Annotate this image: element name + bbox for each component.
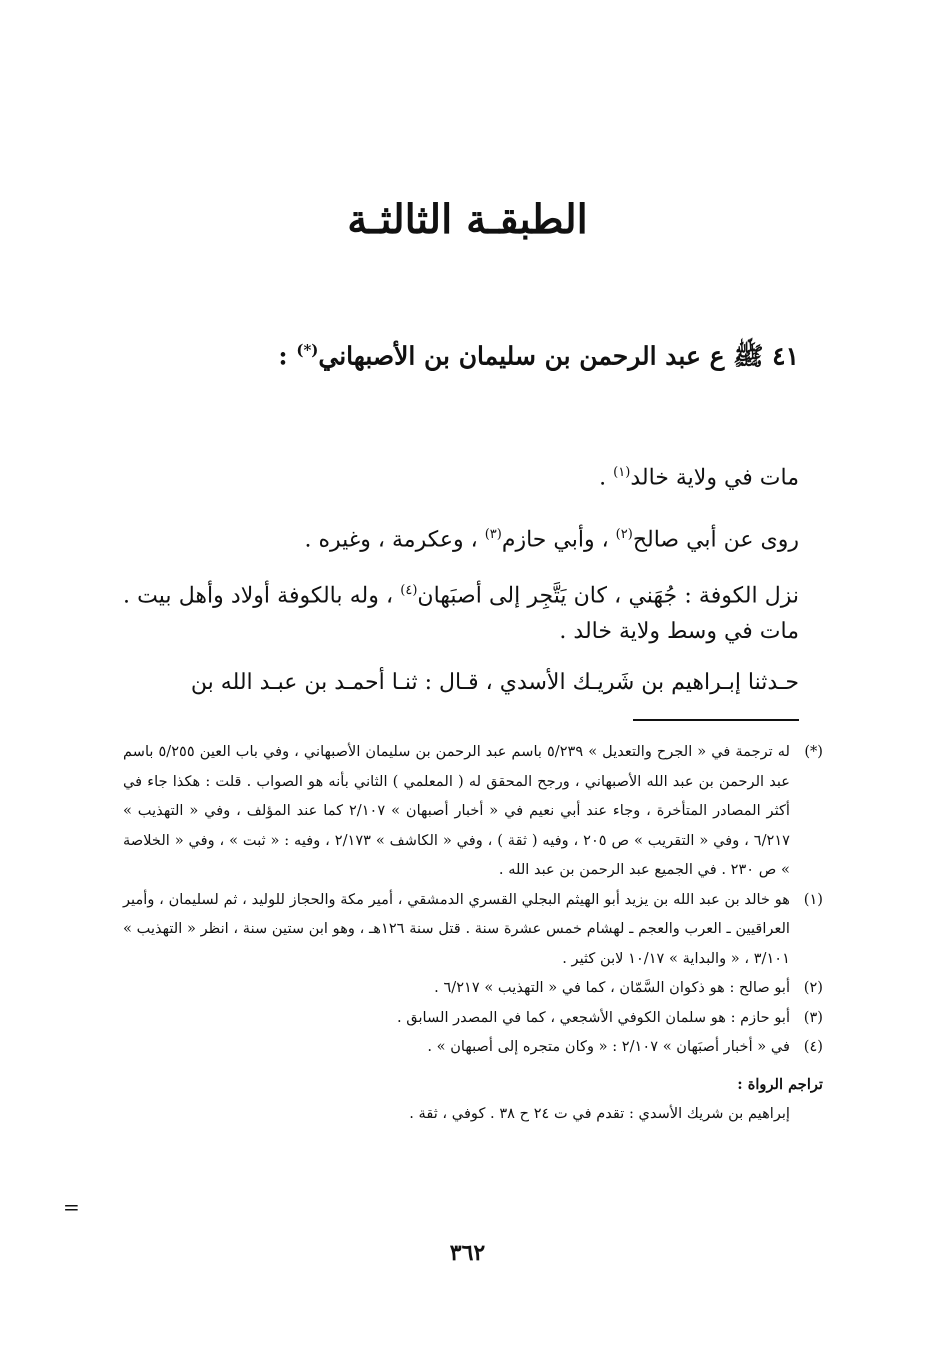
paragraph-text: مات في ولاية خالد [630, 465, 799, 491]
body-paragraph-1 [123, 455, 799, 496]
footnote-star [123, 737, 823, 885]
footnote-mark: (١) [803, 890, 823, 908]
footnote-text: أبو صالح : هو ذكوان السَّمّان ، كما في « التهذيب » ٦/٢١٧ . [434, 979, 790, 996]
page-number: ٣٦٢ [449, 1240, 486, 1266]
footnote-text: له ترجمة في « الجرح والتعديل » ٥/٢٣٩ باسم عبد الرحمن بن سليمان الأصبهاني ، وفي باب العين ٥/٢٥٥ باسم عبد الرحمن بن عبد الله الأصبهاني ، ورجح المحقق له ( المعلمي ) الثاني بأنه هو الصواب . قلت : هكذا جاء في أكثر المصادر المتأخرة ، وجاء عند أبي نعيم في « أخبار أصبهان » ٢/١٠٧ كما عند المؤلف ، وفي « التهذيب » ٦/٢١٧ ، وفي « التقريب » ص ٢٠٥ ، وفيه ( ثقة ) ، وفي « الكاشف » ٢/١٧٣ ، وفيه : « ثبت » ، وفي « الخلاصة » ص ٢٣٠ . في الجميع عبد الرحمن بن عبد الله . [123, 743, 791, 878]
paragraph-text: ، وعكرمة ، وغيره . [304, 527, 485, 553]
footnote-mark: (٢) [803, 979, 823, 996]
footnote-4 [123, 1032, 823, 1062]
body-paragraph-3 [123, 573, 799, 650]
narrator-entry: إبراهيم بن شريك الأسدي : تقدم في ت ٢٤ ح ٣٨ . كوفي ، ثقة . [409, 1105, 790, 1122]
footnote-separator [633, 719, 799, 721]
body-paragraph-2 [123, 517, 799, 558]
entry-name: ع عبد الرحمن بن سليمان بن الأصبهاني [318, 341, 725, 371]
narrators-heading: تراجم الرواة : [737, 1075, 823, 1093]
footnote-2 [123, 973, 823, 1003]
paragraph-text: ، وله بالكوفة أولاد وأهل بيت . مات في وسط ولاية خالد . [123, 583, 799, 645]
entry-number: ٤١ [772, 341, 799, 371]
entry-heading [150, 330, 799, 376]
footnote-mark: (٣) [803, 1008, 823, 1026]
footnote-text: أبو حازم : هو سلمان الكوفي الأشجعي ، كما في المصدر السابق . [397, 1008, 790, 1026]
narrators-section [123, 1070, 823, 1129]
footnote-ref-4: (٤) [400, 583, 418, 598]
entry-suffix: : [278, 341, 297, 371]
paragraph-text: ، وأبي حازم [501, 527, 616, 553]
chapter-title: الطبقـة الثالثـة [347, 196, 588, 243]
entry-footnote-ref: (*) [296, 341, 319, 359]
footnote-text: في « أخبار أصبَهان » ٢/١٠٧ : « وكان متجره إلى أصبهان » . [427, 1038, 790, 1055]
footnote-ref-3: (٣) [484, 527, 502, 542]
footnote-1 [123, 885, 823, 974]
footnote-ref-2: (٢) [615, 527, 633, 542]
footnotes [123, 737, 823, 1129]
body-paragraph-4 [123, 665, 799, 701]
paragraph-text: . [599, 465, 614, 491]
continuation-mark: = [63, 1195, 80, 1219]
footnote-text: هو خالد بن عبد الله بن يزيد أبو الهيثم البجلي القسري الدمشقي ، أمير مكة والحجاز للوليد ، ثم لسليمان ، وأمير العراقيين ـ العرب والعجم ـ لهشام خمس عشرة سنة . قتل سنة ١٢٦هـ ، وهو ابن ستين سنة ، انظر « التهذيب » ٣/١٠١ ، « والبداية » ١٠/١٧ لابن كثير . [123, 890, 790, 967]
entry-symbol: ﷺ [733, 341, 764, 371]
footnote-ref-1: (١) [613, 465, 631, 480]
footnote-mark: (٤) [803, 1038, 823, 1055]
footnote-3 [123, 1003, 823, 1033]
paragraph-text: نزل الكوفة : جُهَني ، كان يَتَّجِر إلى أصبَهان [417, 583, 799, 609]
paragraph-text: حـدثنا إبـراهيم بن شَريـك الأسدي ، قـال : ثنـا أحمـد بن عبـد الله بن [190, 670, 799, 695]
footnote-mark: (*) [804, 743, 823, 760]
paragraph-text: روى عن أبي صالح [632, 527, 799, 553]
